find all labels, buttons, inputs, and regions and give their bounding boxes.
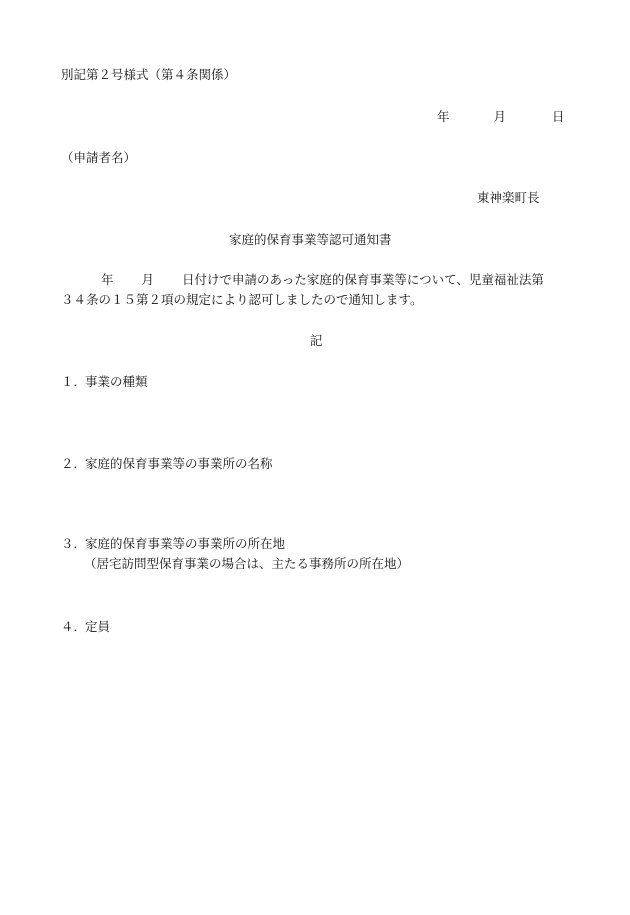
body-line2: ３４条の１５第２項の規定により認可しましたので通知します。 — [61, 292, 423, 307]
item-number: ３． — [61, 536, 87, 551]
item-number: ２． — [61, 456, 87, 471]
item-label: 定員 — [85, 619, 111, 634]
item-label: 家庭的保育事業等の事業所の所在地 — [85, 536, 286, 551]
item-facility-location-note: （居宅訪問型保育事業の場合は、主たる事務所の所在地） — [84, 556, 410, 571]
document-title: 家庭的保育事業等認可通知書 — [229, 232, 392, 247]
issuer-name: 東神楽町長 — [477, 190, 540, 205]
item-label: 事業の種類 — [85, 374, 148, 389]
item-label: 家庭的保育事業等の事業所の名称 — [85, 456, 273, 471]
item-capacity — [61, 619, 110, 635]
date-line — [437, 109, 565, 125]
item-business-type — [61, 374, 148, 390]
date-year: 年 — [437, 109, 450, 124]
item-number: ４． — [61, 619, 87, 634]
ki-marker: 記 — [310, 333, 323, 348]
body-line1: 日付けで申請のあった家庭的保育事業等について、児童福祉法第 — [182, 272, 544, 287]
body-paragraph — [61, 270, 544, 310]
applicant-name: （申請者名） — [61, 150, 137, 165]
body-year: 年 — [101, 272, 114, 287]
body-month: 月 — [141, 272, 155, 287]
date-day: 日 — [552, 109, 565, 124]
date-month: 月 — [493, 109, 507, 124]
item-number: １． — [61, 374, 87, 389]
item-facility-name — [61, 456, 273, 472]
form-label: 別記第２号様式（第４条関係） — [61, 67, 237, 82]
item-facility-location — [61, 536, 285, 552]
